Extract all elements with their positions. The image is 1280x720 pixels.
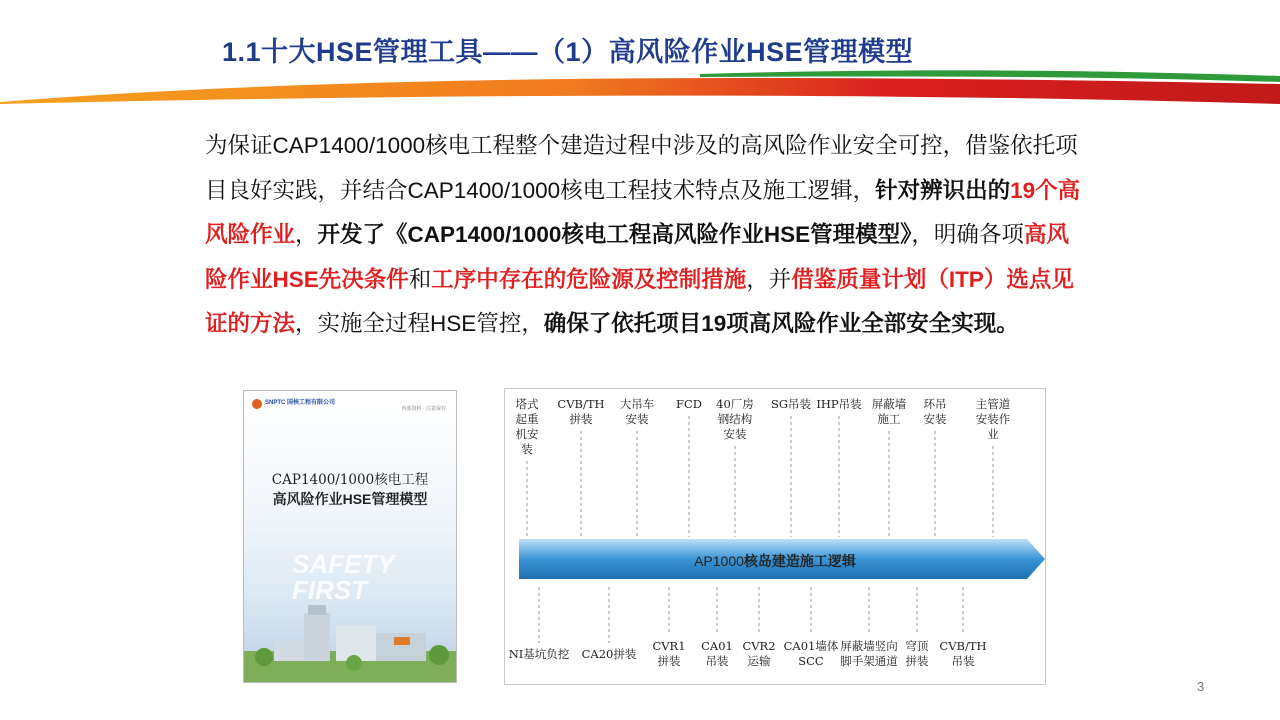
milestone-top-label: 塔式 起重 机安 装 bbox=[515, 397, 539, 456]
milestone-bottom-label: CVR2 运输 bbox=[742, 639, 776, 668]
milestone-top-label: 屏蔽墙 施工 bbox=[871, 397, 907, 426]
text-red-1: 19个高风险作业 bbox=[205, 177, 1081, 247]
text-plain-4: ，并 bbox=[746, 266, 792, 292]
milestone-top-label: CVB/TH 拼装 bbox=[557, 397, 605, 426]
company-name: SNPTC 国核工程有限公司 bbox=[265, 400, 336, 406]
construction-logic-diagram bbox=[504, 388, 1046, 685]
text-bold-2: 开发了《CAP1400/1000核电工程高风险作业HSE管理模型》 bbox=[317, 222, 912, 247]
milestone-bottom-label: NI基坑负挖 bbox=[508, 647, 570, 661]
milestone-top-label: 40厂房 钢结构 安装 bbox=[716, 397, 754, 441]
milestone-bottom-label: CA01 吊装 bbox=[701, 639, 733, 668]
milestone-top-label: 主管道 安装作 业 bbox=[975, 397, 1011, 441]
milestone-bottom-label: CVR1 拼装 bbox=[652, 639, 686, 668]
text-red-2: 高风险作业HSE先决条件 bbox=[205, 222, 1069, 292]
text-intro: 为保证CAP1400/1000核电工程整个建造过程中涉及的高风险作业安全可控，借鉴依托项目良好实践，并结合CAP1400/1000核电工程技术特点及施工逻辑， bbox=[205, 133, 1078, 203]
text-plain-5: ，实施全过程HSE管控， bbox=[295, 311, 544, 336]
safety-first-watermark: SAFETY FIRST bbox=[292, 549, 395, 605]
milestone-top-label: IHP吊装 bbox=[816, 397, 862, 411]
text-bold-1: 针对辨识出的 bbox=[875, 177, 1011, 203]
timeline-arrow-label: AP1000核岛建造施工逻辑 bbox=[694, 553, 856, 569]
page-number: 3 bbox=[1197, 679, 1205, 694]
milestone-top-label: 环吊 安装 bbox=[923, 397, 947, 426]
header-swoosh bbox=[0, 60, 1280, 110]
cover-tagline: 内部资料 · 注意保存 bbox=[401, 406, 446, 412]
text-sep-1: ， bbox=[295, 222, 318, 247]
milestone-bottom-label: 屏蔽墙竖向 脚手架通道 bbox=[840, 639, 898, 668]
milestone-bottom-label: 穹顶 拼装 bbox=[905, 639, 929, 668]
text-red-4: 借鉴质量计划（ITP）选点见证的方法 bbox=[205, 266, 1074, 336]
slide-title: 1.1十大HSE管理工具——（1）高风险作业HSE管理模型 bbox=[222, 37, 914, 67]
milestone-bottom-label: CVB/TH 吊装 bbox=[939, 639, 987, 668]
text-plain-2: ，明确各项 bbox=[911, 222, 1024, 247]
cover-title-line2: 高风险作业HSE管理模型 bbox=[272, 491, 428, 507]
cover-title-line1: CAP1400/1000核电工程 bbox=[271, 472, 429, 488]
milestone-top-label: SG吊装 bbox=[770, 397, 812, 411]
text-red-3: 工序中存在的危险源及控制措施 bbox=[431, 266, 747, 292]
text-bold-3: 确保了依托项目19项高风险作业全部安全实现。 bbox=[543, 311, 1019, 336]
milestone-top-label: 大吊车 安装 bbox=[619, 397, 655, 426]
body-paragraph bbox=[205, 124, 1085, 347]
milestone-bottom-label: CA01墙体 SCC bbox=[783, 639, 839, 668]
book-cover-image bbox=[243, 390, 457, 683]
milestone-bottom-label: CA20拼装 bbox=[581, 647, 637, 661]
text-plain-3: 和 bbox=[408, 266, 432, 292]
company-logo-icon bbox=[252, 399, 262, 409]
milestone-top-label: FCD bbox=[676, 397, 702, 411]
